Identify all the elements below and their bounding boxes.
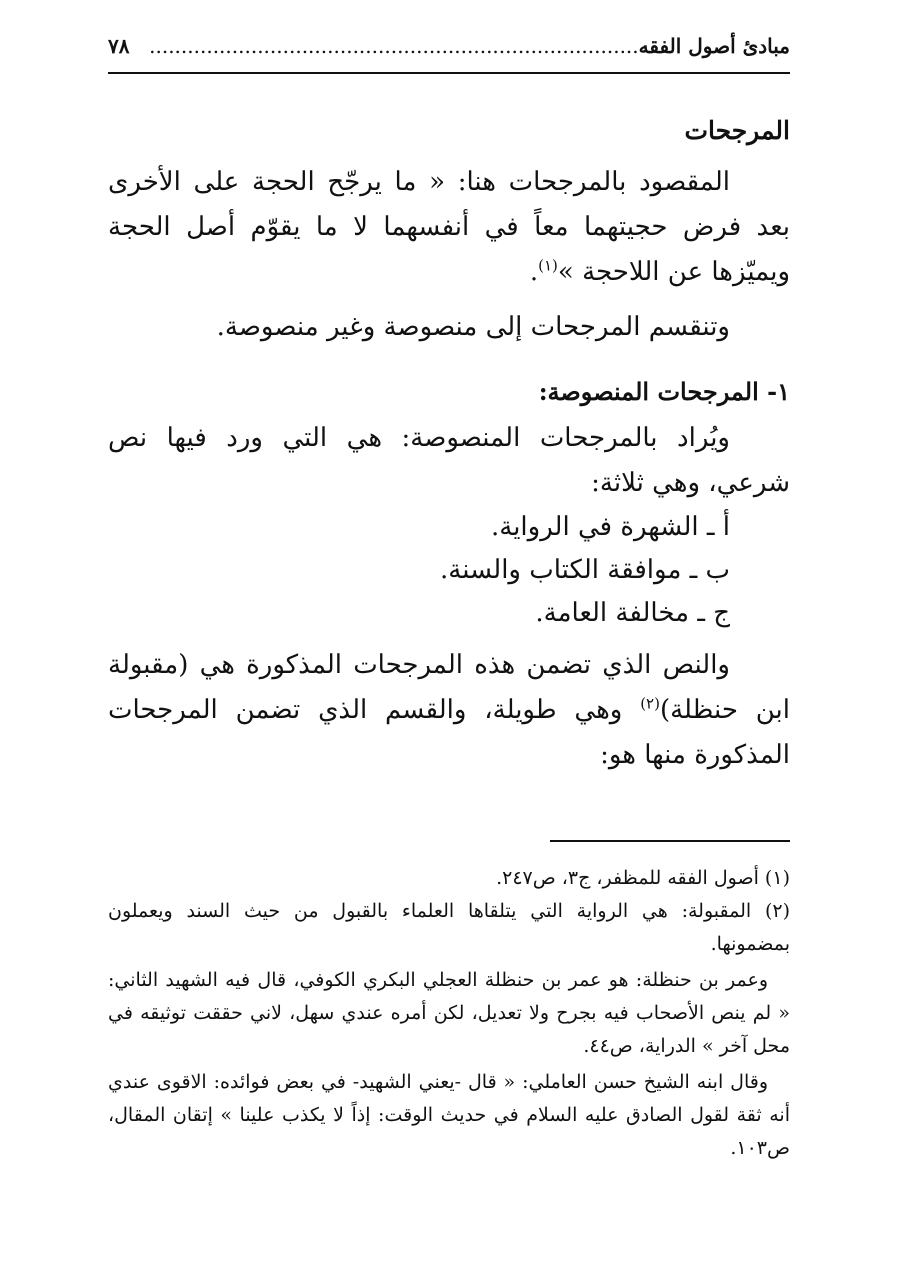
text-part-a: والنص الذي تضمن هذه المرجحات المذكورة هي (مقبولة ابن حنظلة): [108, 650, 791, 725]
footnote-2-continuation: وعمر بن حنظلة: هو عمر بن حنظلة العجلي البكري الكوفي، قال فيه الشهيد الثاني: « لم ينص الأصحاب فيه بجرح ولا تعديل، لكن أمره عندي سهل، لاني حققت توثيقه في محل آخر » الدراية، ص٤٤.: [108, 969, 790, 1057]
definition-text: المقصود بالمرجحات هنا: « ما يرجّح الحجة على الأخرى بعد فرض حجيتهما معاً في أنفسهما لا ما يقوّم أصل الحجة ويميّزها عن اللاحجة »: [108, 167, 790, 287]
footnotes: [108, 862, 790, 1165]
book-page: [108, 34, 790, 1234]
footnote-divider: [550, 840, 790, 842]
running-title-text: مبادئ أصول الفقه: [638, 34, 790, 58]
text-paragraph: [108, 643, 790, 778]
header-leader-dots: .............................................................................: [149, 34, 639, 58]
footnote-ref-1: (١): [538, 256, 558, 275]
section-title: المرجحات: [684, 116, 790, 145]
list-item: أ ـ الشهرة في الرواية.: [490, 512, 730, 542]
explicit-intro-paragraph: ويُراد بالمرجحات المنصوصة: هي التي ورد فيها نص شرعي، وهي ثلاثة:: [108, 423, 790, 498]
page-number: ٧٨: [108, 34, 130, 58]
footnote-2-continuation: وقال ابنه الشيخ حسن العاملي: « قال -يعني الشهيد- في بعض فوائده: الاقوى عندي أنه ثقة لقول الصادق عليه السلام في حديث الوقت: إذاً لا يكذب علينا » إتقان المقال، ص١٠٣.: [108, 1071, 790, 1159]
footnote-2: (٢) المقبولة: هي الرواية التي يتلقاها العلماء بالقبول من حيث السند ويعملون بمضمونها.: [108, 900, 790, 955]
list-item: ج ـ مخالفة العامة.: [535, 598, 730, 628]
running-title: [149, 34, 790, 58]
division-paragraph: وتنقسم المرجحات إلى منصوصة وغير منصوصة.: [216, 312, 730, 342]
footnote-ref-2: (٢): [640, 694, 660, 713]
subheading-explicit-preferences: ١- المرجحات المنصوصة:: [538, 377, 790, 406]
page-header: [108, 34, 790, 74]
definition-end: .: [529, 257, 539, 287]
text-part-b: وهي طويلة، والقسم الذي تضمن المرجحات المذكورة منها هو:: [108, 695, 790, 770]
list-item: ب ـ موافقة الكتاب والسنة.: [440, 555, 730, 585]
preferences-list: [108, 506, 790, 635]
footnote-1: (١) أصول الفقه للمظفر، ج٣، ص٢٤٧.: [496, 867, 790, 889]
definition-paragraph: [108, 160, 790, 295]
